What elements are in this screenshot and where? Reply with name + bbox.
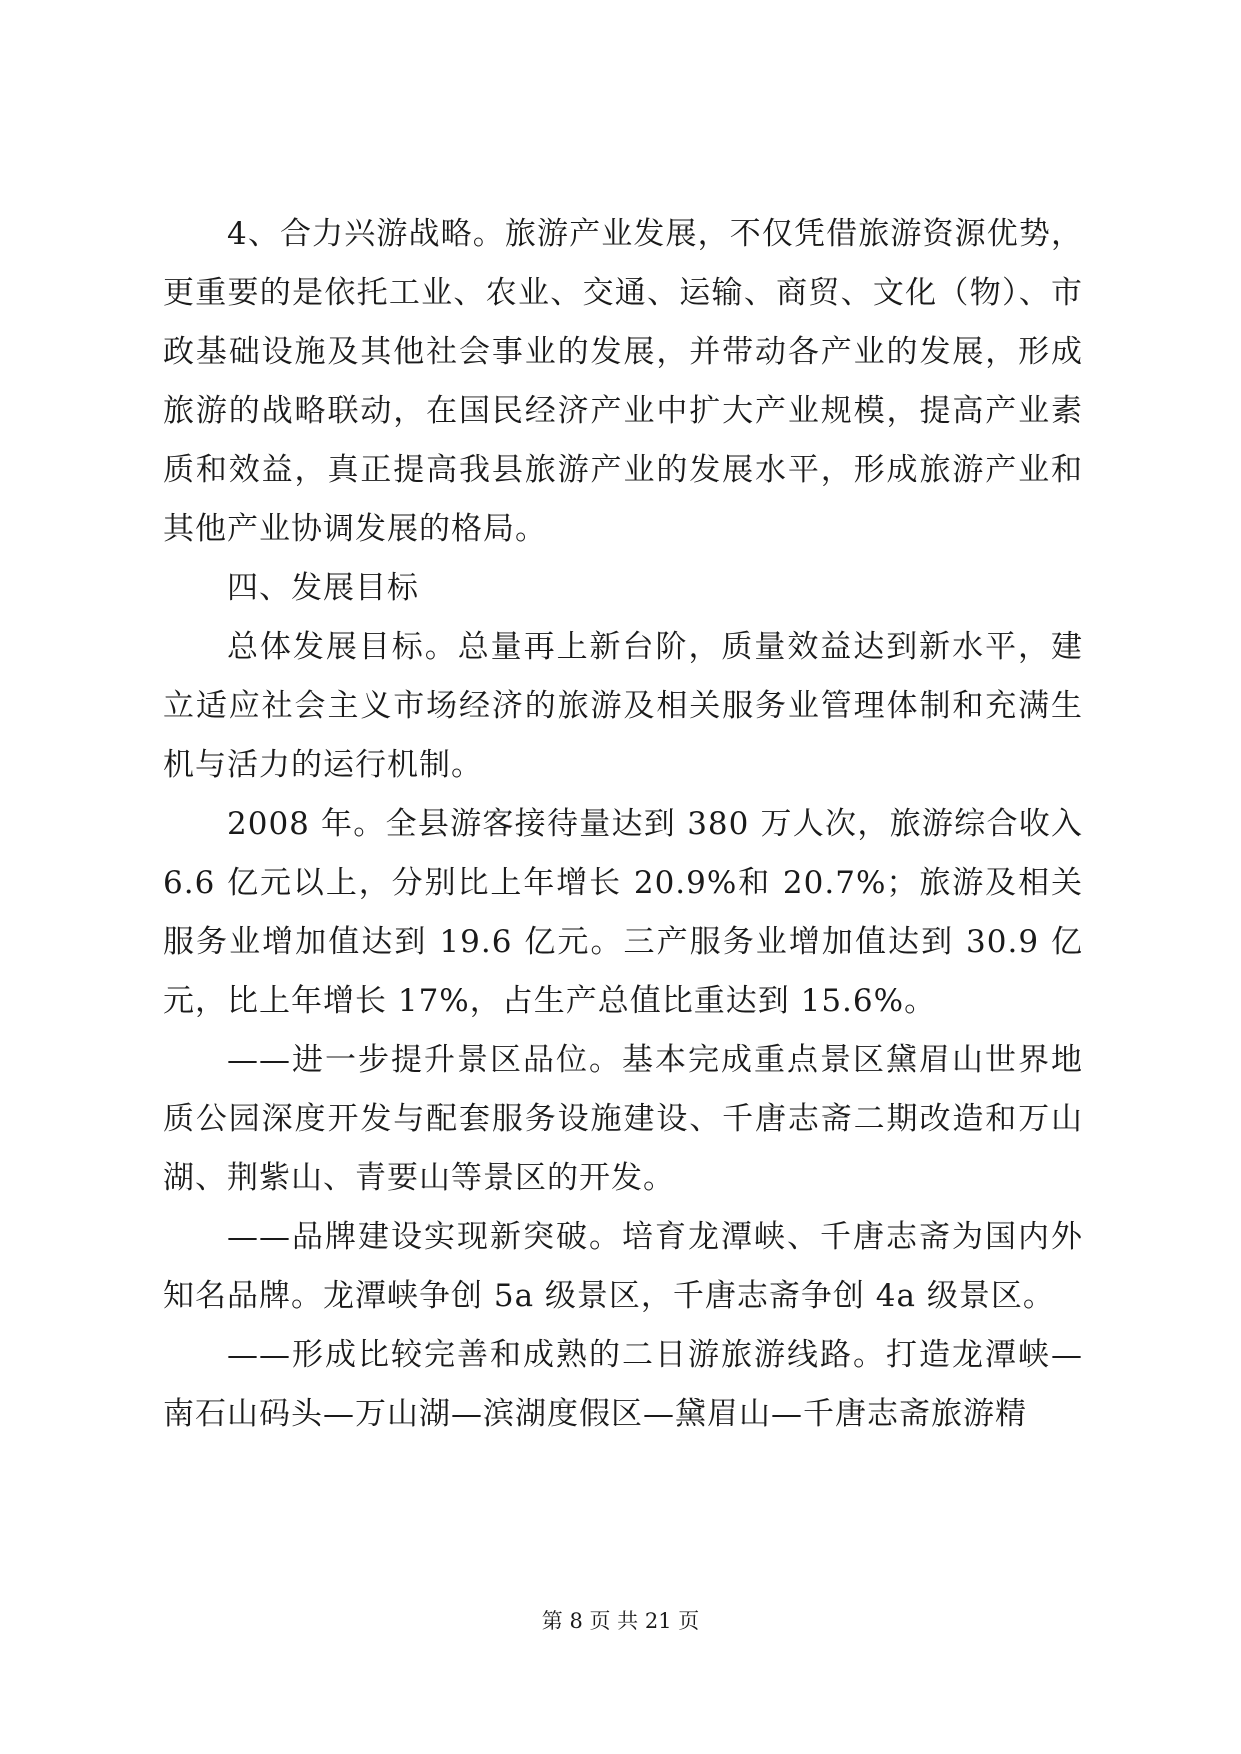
paragraph-strategy-4: 4、合力兴游战略。旅游产业发展，不仅凭借旅游资源优势，更重要的是依托工业、农业、交通、运输、商贸、文化（物）、市政基础设施及其他社会事业的发展，并带动各产业的发展，形成旅游的战略联动，在国民经济产业中扩大产业规模，提高产业素质和效益，真正提高我县旅游产业的发展水平，形成旅游产业和其他产业协调发展的格局。 <box>163 216 1083 547</box>
page-footer: 第 8 页 共 21 页 <box>541 1609 700 1633</box>
paragraph-brand-building: ——品牌建设实现新突破。培育龙潭峡、千唐志斋为国内外知名品牌。龙潭峡争创 5a 级景区，千唐志斋争创 4a 级景区。 <box>163 1219 1083 1314</box>
paragraph-overall-goal: 总体发展目标。总量再上新台阶，质量效益达到新水平，建立适应社会主义市场经济的旅游及相关服务业管理体制和充满生机与活力的运行机制。 <box>163 629 1083 783</box>
document-body <box>163 205 1083 1444</box>
paragraph-scenic-upgrade: ——进一步提升景区品位。基本完成重点景区黛眉山世界地质公园深度开发与配套服务设施建设、千唐志斋二期改造和万山湖、荆紫山、青要山等景区的开发。 <box>163 1042 1083 1196</box>
section-heading-development-goals: 四、发展目标 <box>227 570 419 606</box>
paragraph-tour-routes: ——形成比较完善和成熟的二日游旅游线路。打造龙潭峡—南石山码头—万山湖—滨湖度假区—黛眉山—千唐志斋旅游精 <box>163 1337 1083 1432</box>
paragraph-2008-targets: 2008 年。全县游客接待量达到 380 万人次，旅游综合收入 6.6 亿元以上，分别比上年增长 20.9%和 20.7%；旅游及相关服务业增加值达到 19.6 亿元。三产服务业增加值达到 30.9 亿元，比上年增长 17%，占生产总值比重达到 15.6%。 <box>163 806 1083 1019</box>
